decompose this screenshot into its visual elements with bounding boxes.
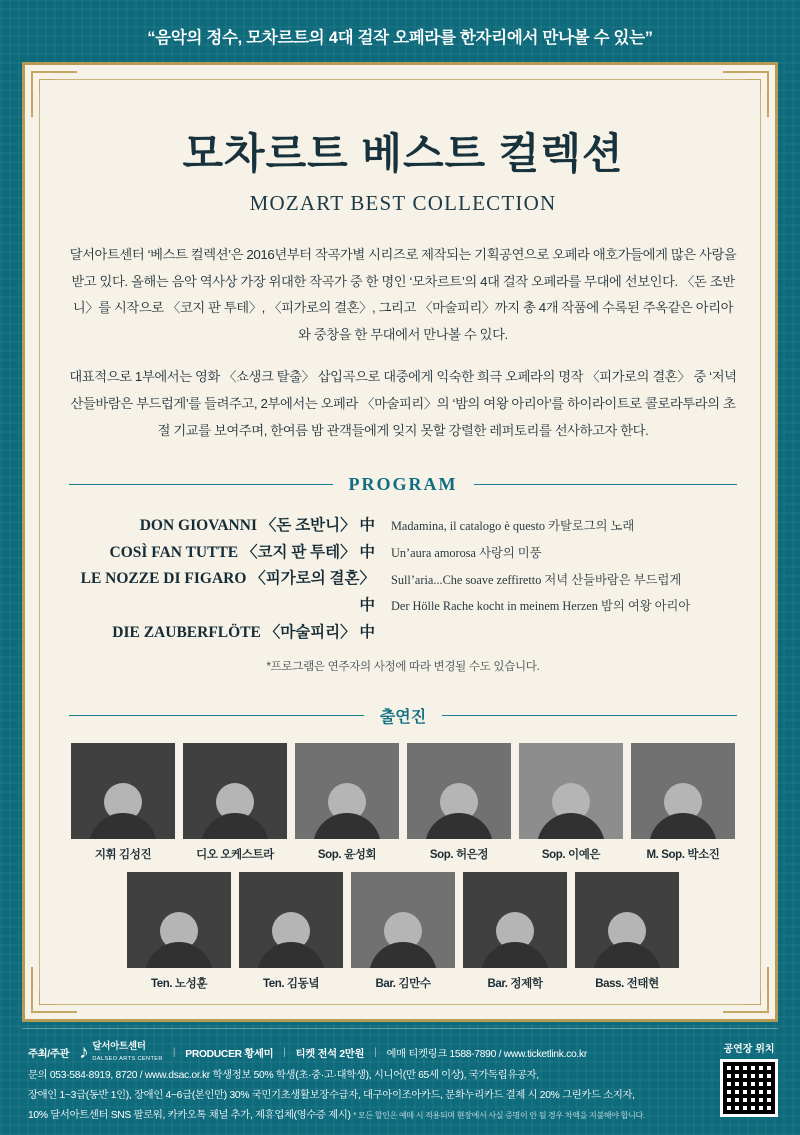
cast-name: Sop. 이예은 — [541, 849, 601, 862]
footer-line-3: 장애인 1~3급(동반 1인), 장애인 4~6급(본인만) 30% 국민기초생활보장수급자, 대구아이조아카드, 문화누리카드 결제 시 20% 그린카드 소지자, — [28, 1090, 635, 1101]
footer-line-4 — [28, 1106, 645, 1121]
cast-member — [239, 872, 343, 991]
cast-member — [183, 743, 287, 862]
cast-name: Sop. 허은정 — [429, 849, 489, 862]
program-piece: Der Hölle Rache kocht in meinem Herzen 밤의 여왕 아리아 — [391, 599, 691, 614]
cast-row-1 — [69, 743, 737, 862]
divider-line-left — [69, 484, 333, 485]
cast-member — [407, 743, 511, 862]
cast-photo — [295, 743, 399, 839]
main-panel — [22, 62, 778, 1022]
footer-producer: PRODUCER 황세미 — [185, 1049, 274, 1061]
divider-line-right — [474, 484, 738, 485]
program-piece: Un’aura amorosa 사랑의 미풍 — [391, 545, 542, 560]
cast-photo — [351, 872, 455, 968]
cast-section-header — [69, 704, 737, 727]
cast-photo — [575, 872, 679, 968]
cast-name: Ten. 노성훈 — [150, 978, 208, 991]
footer — [0, 1034, 800, 1135]
cast-name: Bar. 정제학 — [487, 978, 543, 991]
cast-photo — [239, 872, 343, 968]
footer-fine-print: * 모든 할인은 예매 시 적용되며 현장에서 사실 증명이 안 될 경우 차액을 지불해야 합니다. — [353, 1111, 645, 1120]
page-title-korean: 모차르트 베스트 컬렉션 — [182, 130, 624, 177]
program-work: LE NOZZE DI FIGARO 〈피가로의 결혼〉 中 — [80, 570, 375, 615]
logo-name-english: DALSEO ARTS CENTER — [92, 1055, 163, 1062]
cast-member — [575, 872, 679, 991]
music-note-icon: ♪ — [79, 1042, 89, 1064]
cast-photo — [407, 743, 511, 839]
logo-name-korean: 달서아트센터 — [92, 1041, 146, 1052]
footer-ticket-price: 티켓 전석 2만원 — [295, 1049, 365, 1061]
cast-photo — [519, 743, 623, 839]
qr-label: 공연장 위치 — [723, 1044, 775, 1055]
cast-name: Bar. 김만수 — [375, 978, 431, 991]
program-piece: Sull’aria...Che soave zeffiretto 저녁 산들바람은 부드럽게 — [391, 572, 682, 587]
cast-member — [519, 743, 623, 862]
program-work: DON GIOVANNI 〈돈 조반니〉 中 — [139, 517, 375, 535]
footer-line-1 — [28, 1042, 587, 1064]
cast-member — [351, 872, 455, 991]
footer-host-label: 주최/주관 — [28, 1049, 70, 1061]
cast-photo — [71, 743, 175, 839]
panel-content — [69, 99, 737, 991]
program-section-header — [69, 474, 737, 495]
page-title-english: MOZART BEST COLLECTION — [249, 191, 557, 215]
intro-paragraph-2: 대표적으로 1부에서는 영화 〈쇼생크 탈출〉 삽입곡으로 대중에게 익숙한 희극 오페라의 명작 〈피가로의 결혼〉 중 ‘저녁 산들바람은 부드럽게’를 들려주고, 2부에서는 오페라 〈마술피리〉의 ‘밤의 여왕 아리아’를 하이라이트로 콜로라투라의 초절 기교를 보여주며, 한여름 밤 관객들에게 잊지 못할 강렬한 레퍼토리를 선사하고자 한다. — [69, 369, 737, 438]
venue-qr-block — [720, 1040, 778, 1117]
intro-paragraph-1: 달서아트센터 ‘베스트 컬렉션’은 2016년부터 작곡가별 시리즈로 제작되는 기획공연으로 오페라 애호가들에게 많은 사랑을 받고 있다. 올해는 음악 역사상 가장 위대한 작곡가 중 한 명인 ‘모차르트’의 4대 걸작 오페라를 무대에 선보인다. 〈돈 조반니〉를 시작으로 〈코지 판 투테〉, 〈피가로의 결혼〉, 그리고 〈마술피리〉까지 총 4개 작품에 수록된 주옥같은 아리아와 중창을 한 무대에서 만나볼 수 있다. — [69, 247, 737, 342]
cast-photo — [463, 872, 567, 968]
cast-name: Ten. 김동녘 — [262, 978, 320, 991]
cast-heading: 출연진 — [379, 709, 427, 727]
dalseo-arts-center-logo — [79, 1042, 163, 1064]
cast-photo — [183, 743, 287, 839]
footer-divider — [22, 1028, 778, 1029]
intro-text — [69, 242, 737, 444]
footer-discount-text: 10% 달서아트센터 SNS 팔로워, 카카오톡 채널 추가, 제휴업체(영수증 제시) — [28, 1110, 351, 1121]
cast-name: 지휘 김성진 — [94, 849, 152, 862]
divider-line-right — [442, 715, 737, 716]
cast-member — [295, 743, 399, 862]
program-pieces-column — [391, 513, 731, 646]
footer-separator: | — [172, 1047, 176, 1059]
cast-member — [71, 743, 175, 862]
cast-row-2 — [69, 872, 737, 991]
cast-member — [127, 872, 231, 991]
program-work: COSÌ FAN TUTTE 〈코지 판 투테〉 中 — [109, 543, 375, 561]
program-works-column — [75, 513, 375, 646]
cast-name: 디오 오케스트라 — [196, 849, 274, 862]
cast-name: M. Sop. 박소진 — [646, 849, 720, 862]
footer-line-2: 문의 053-584-8919, 8720 / www.dsac.or.kr 학생정보 50% 학생(초·중·고·대학생), 시니어(만 65세 이상), 국가독립유공자, — [28, 1070, 539, 1081]
cast-photo — [631, 743, 735, 839]
cast-photo — [127, 872, 231, 968]
cast-member — [631, 743, 735, 862]
cast-name: Sop. 윤성회 — [317, 849, 377, 862]
qr-code-icon[interactable] — [720, 1059, 778, 1117]
footer-separator: | — [283, 1047, 286, 1059]
program-list — [69, 513, 737, 646]
cast-name: Bass. 전태현 — [595, 978, 659, 991]
program-piece: Madamina, il catalogo è questo 카탈로그의 노래 — [391, 519, 635, 534]
program-work: DIE ZAUBERFLÖTE 〈마술피리〉 中 — [112, 623, 375, 641]
program-note: *프로그램은 연주자의 사정에 따라 변경될 수도 있습니다. — [266, 661, 540, 674]
divider-line-left — [69, 715, 364, 716]
cast-member — [463, 872, 567, 991]
footer-reservation[interactable]: 예매 티켓링크 1588-7890 / www.ticketlink.co.kr — [386, 1049, 587, 1061]
poster-headline: “음악의 정수, 모차르트의 4대 걸작 오페라를 한자리에서 만나볼 수 있는” — [147, 29, 653, 47]
program-heading: PROGRAM — [348, 474, 458, 495]
footer-separator: | — [374, 1047, 377, 1059]
